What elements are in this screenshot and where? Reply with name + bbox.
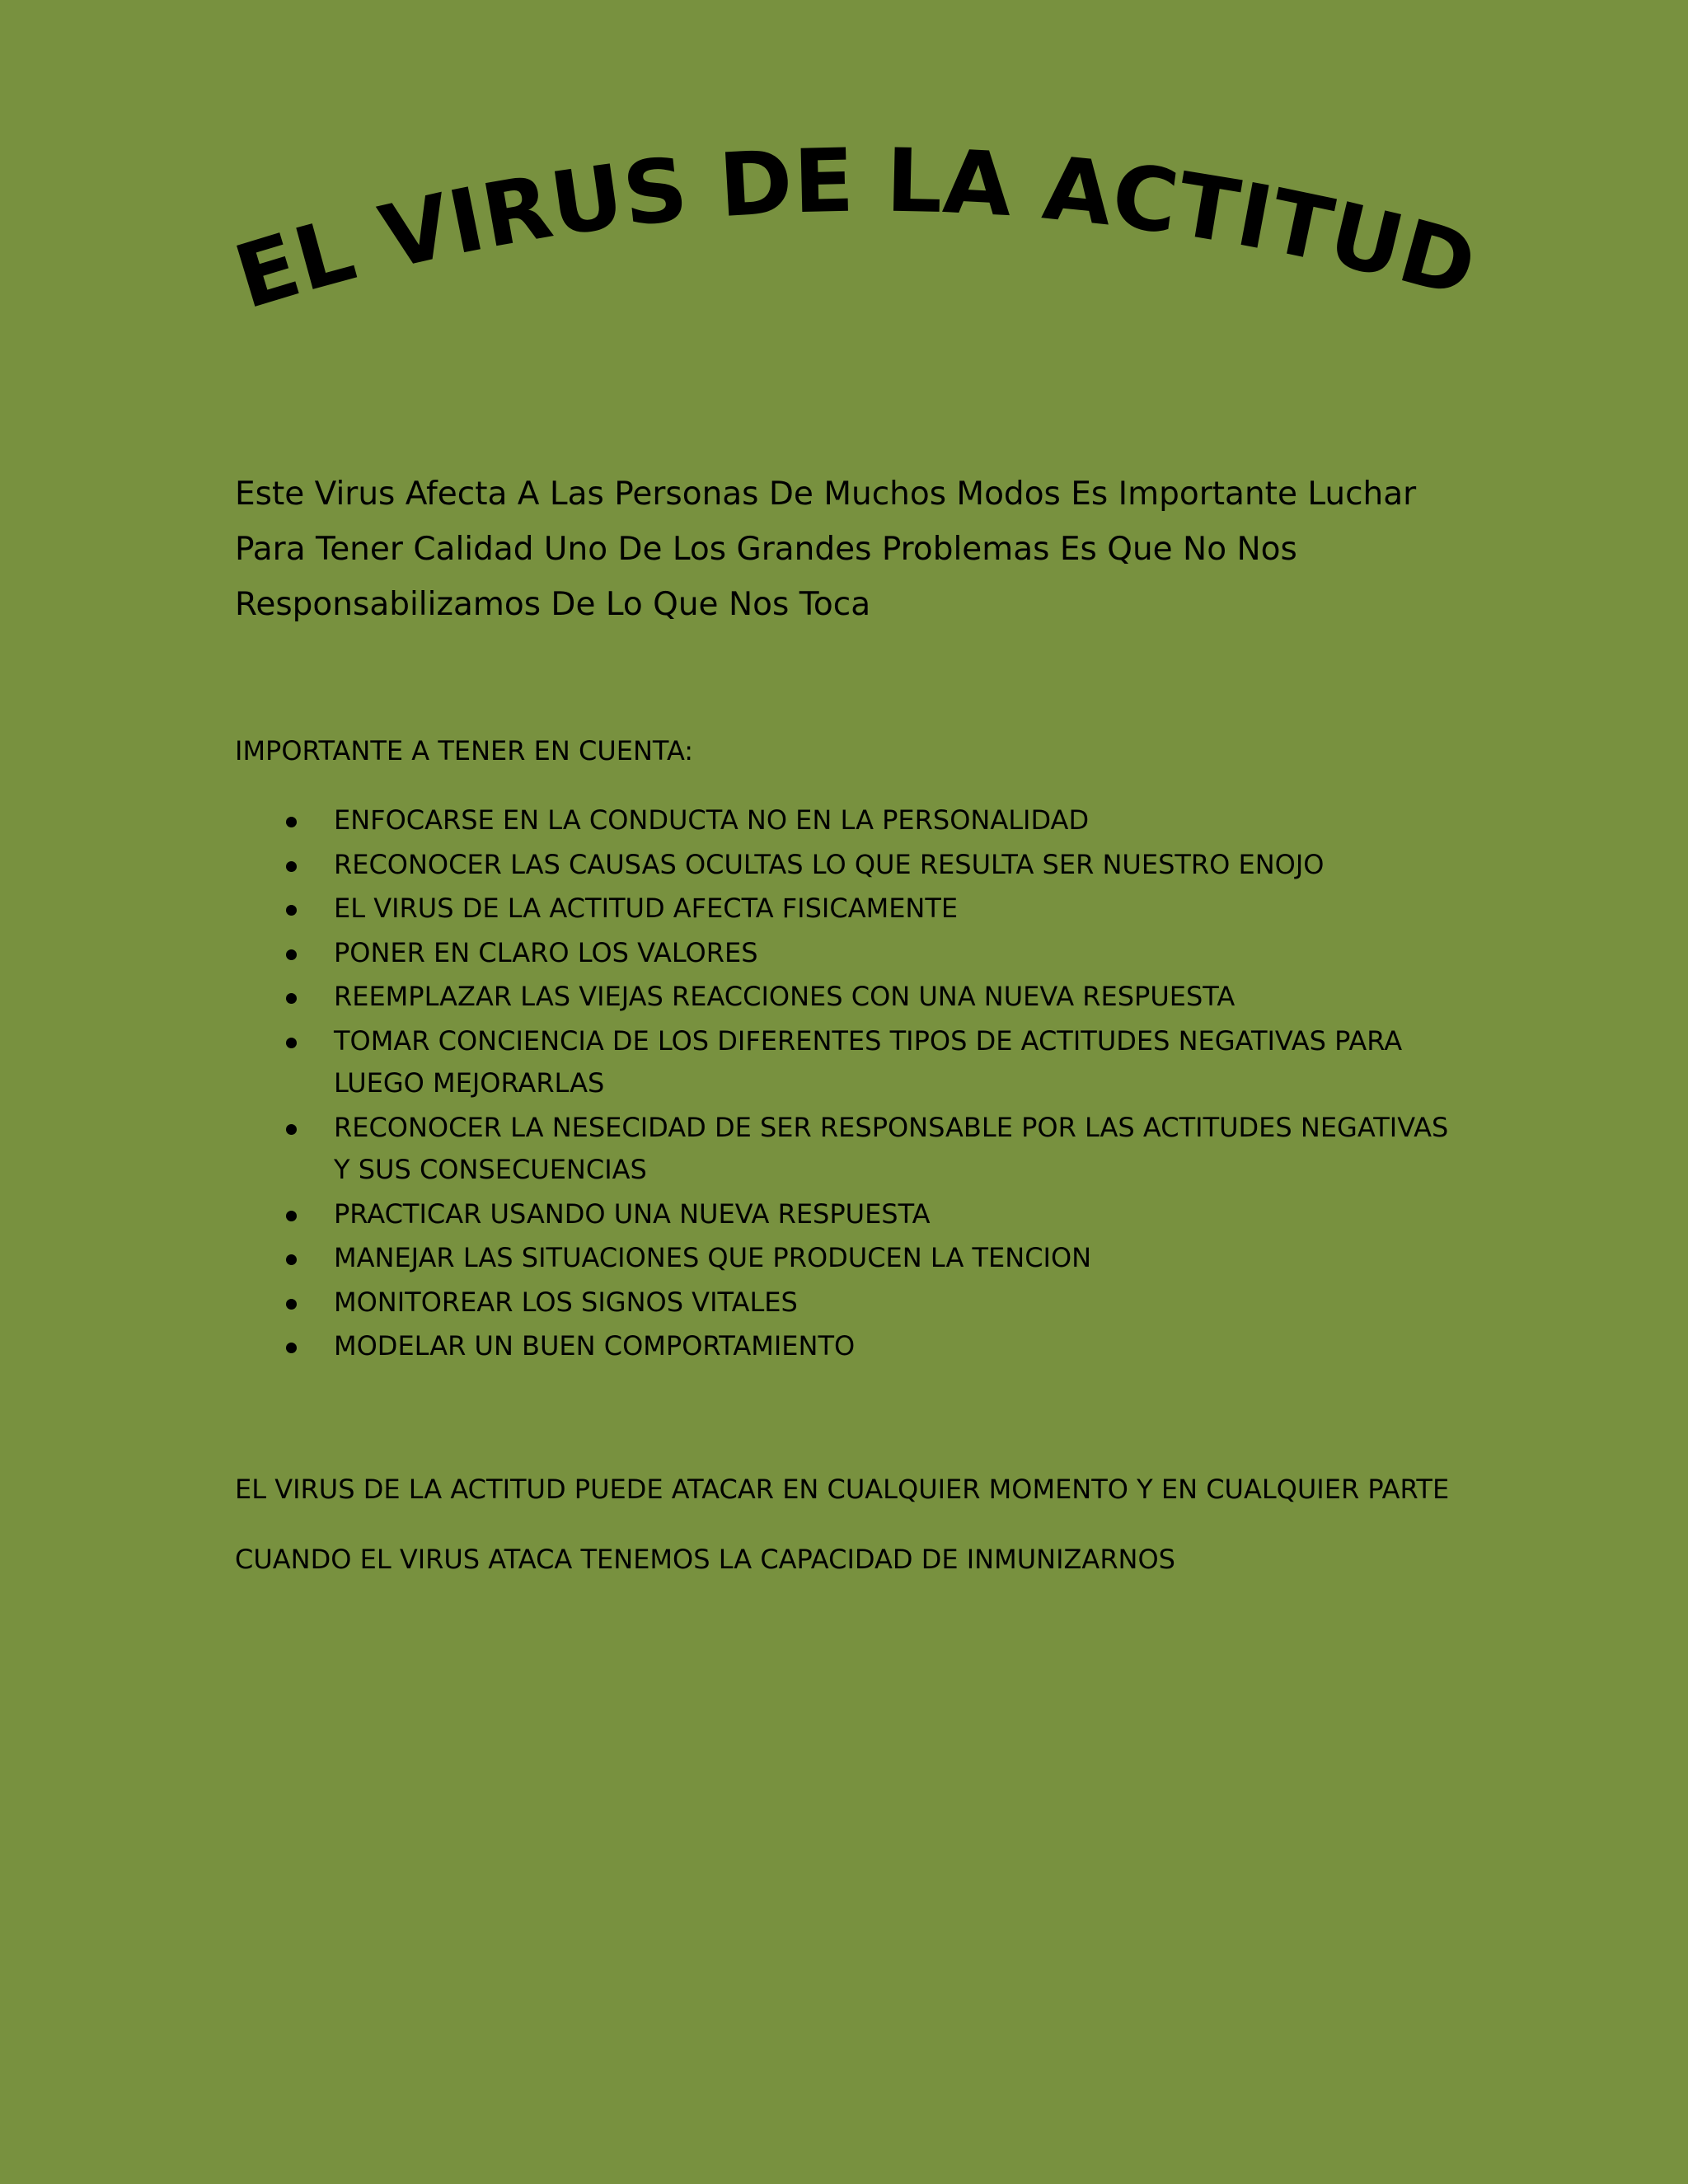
- bullet-icon: [286, 905, 297, 916]
- bullet-icon: [286, 1124, 297, 1135]
- list-item: [235, 844, 1471, 887]
- list-item: [235, 1282, 1471, 1324]
- list-item-text: TOMAR CONCIENCIA DE LOS DIFERENTES TIPOS DE ACTITUDES NEGATIVAS PARA LUEGO MEJORARLAS: [334, 1024, 1403, 1099]
- bullet-icon: [286, 993, 297, 1004]
- section-heading: IMPORTANTE A TENER EN CUENTA:: [235, 735, 694, 766]
- bullet-icon: [286, 817, 297, 827]
- list-item: [235, 1325, 1471, 1368]
- list-item: [235, 799, 1471, 842]
- list-item-text: ENFOCARSE EN LA CONDUCTA NO EN LA PERSONALIDAD: [334, 804, 1090, 836]
- list-item: [235, 888, 1471, 930]
- list-item-text: PONER EN CLARO LOS VALORES: [334, 936, 758, 968]
- bullet-icon: [286, 1211, 297, 1221]
- bullet-icon: [286, 949, 297, 960]
- bullet-icon: [286, 1299, 297, 1310]
- list-item: [235, 1107, 1471, 1192]
- bullet-icon: [286, 1343, 297, 1353]
- list-item-text: RECONOCER LAS CAUSAS OCULTAS LO QUE RESULTA SER NUESTRO ENOJO: [334, 848, 1325, 880]
- list-item-text: MONITOREAR LOS SIGNOS VITALES: [334, 1286, 798, 1318]
- list-item-text: RECONOCER LA NESECIDAD DE SER RESPONSABLE POR LAS ACTITUDES NEGATIVAS Y SUS CONSECUENCIAS: [334, 1111, 1449, 1185]
- list-item-text: MODELAR UN BUEN COMPORTAMIENTO: [334, 1330, 856, 1361]
- arched-title: [0, 0, 1688, 379]
- list-item: [235, 1193, 1471, 1236]
- list-item-text: PRACTICAR USANDO UNA NUEVA RESPUESTA: [334, 1197, 931, 1230]
- list-item-text: MANEJAR LAS SITUACIONES QUE PRODUCEN LA TENCION: [334, 1242, 1092, 1273]
- bullet-list: [235, 799, 1471, 1370]
- bullet-icon: [286, 1254, 297, 1265]
- list-item: [235, 1020, 1471, 1105]
- intro-paragraph: Este Virus Afecta A Las Personas De Muchos Modos Es Importante Luchar Para Tener Calidad Uno De Los Grandes Problemas Es Que No Nos Responsabilizamos De Lo Que Nos Toca: [235, 476, 1417, 623]
- list-item: [235, 1237, 1471, 1280]
- list-item: [235, 932, 1471, 975]
- closing-statement-1: EL VIRUS DE LA ACTITUD PUEDE ATACAR EN CUALQUIER MOMENTO Y EN CUALQUIER PARTE: [235, 1474, 1450, 1505]
- page-title: EL VIRUS DE LA ACTITUD: [223, 129, 1486, 329]
- list-item-text: EL VIRUS DE LA ACTITUD AFECTA FISICAMENTE: [334, 893, 959, 924]
- list-item: [235, 976, 1471, 1019]
- closing-statement-2: CUANDO EL VIRUS ATACA TENEMOS LA CAPACIDAD DE INMUNIZARNOS: [235, 1544, 1175, 1575]
- bullet-icon: [286, 861, 297, 872]
- list-item-text: REEMPLAZAR LAS VIEJAS REACCIONES CON UNA NUEVA RESPUESTA: [334, 981, 1236, 1012]
- bullet-icon: [286, 1038, 297, 1048]
